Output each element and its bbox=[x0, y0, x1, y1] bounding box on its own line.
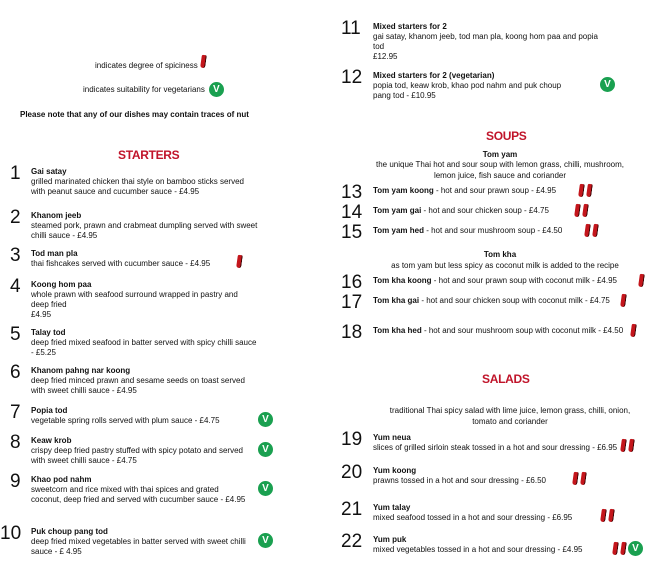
item-description: - hot and sour chicken soup - £4.75 bbox=[421, 206, 549, 215]
item-name: Tom yam hed bbox=[373, 226, 424, 235]
item-description: mixed seafood tossed in a hot and sour dressing - £6.95 bbox=[373, 513, 573, 522]
item-name: Tom yam koong bbox=[373, 186, 434, 195]
item-name: Keaw krob bbox=[31, 436, 72, 445]
item-number: 20 bbox=[341, 462, 363, 483]
item-name: Gai satay bbox=[31, 167, 67, 176]
item-name: Yum talay bbox=[373, 503, 411, 512]
item-description: - hot and sour mushroom soup with coconut milk - £4.50 bbox=[421, 326, 624, 335]
item-description: vegetable spring rolls served with plum sauce - £4.75 bbox=[31, 416, 220, 425]
item-number: 3 bbox=[10, 245, 21, 266]
chilli-icon bbox=[236, 255, 243, 269]
item-description: deep fried minced prawn and sesame seeds on toast served with sweet chilli sauce - £4.95 bbox=[31, 376, 245, 395]
item-icons bbox=[236, 255, 242, 268]
menu-item bbox=[373, 503, 623, 523]
chilli-icon bbox=[584, 224, 591, 238]
item-icons bbox=[638, 274, 644, 287]
item-icons bbox=[600, 77, 615, 92]
item-number: 7 bbox=[10, 402, 21, 423]
item-number: 17 bbox=[341, 292, 363, 313]
menu-item bbox=[31, 475, 251, 505]
menu-item bbox=[31, 328, 261, 358]
menu-item bbox=[31, 167, 256, 197]
item-icons bbox=[572, 472, 586, 485]
menu-item bbox=[373, 276, 643, 286]
menu-item bbox=[373, 71, 578, 101]
vegetarian-icon: V bbox=[258, 481, 273, 496]
item-name: Mixed starters for 2 (vegetarian) bbox=[373, 71, 495, 80]
item-price: £12.95 bbox=[373, 52, 398, 61]
vegetarian-icon: V bbox=[600, 77, 615, 92]
nut-warning: Please note that any of our dishes may contain traces of nut bbox=[20, 110, 249, 119]
item-description: steamed pork, prawn and crabmeat dumpling served with sweet chilli sauce - £4.95 bbox=[31, 221, 258, 240]
item-description: prawns tossed in a hot and sour dressing - £6.50 bbox=[373, 476, 546, 485]
item-number: 22 bbox=[341, 531, 363, 552]
chilli-icon bbox=[612, 542, 619, 556]
item-number: 8 bbox=[10, 432, 21, 453]
item-description: deep fried mixed seafood in batter served with spicy chilli sauce - £5.25 bbox=[31, 338, 257, 357]
item-name: Yum neua bbox=[373, 433, 411, 442]
menu-item bbox=[31, 211, 271, 241]
chilli-icon bbox=[638, 274, 645, 288]
menu-item bbox=[31, 366, 261, 396]
legend-spicy bbox=[95, 55, 206, 70]
item-description: - hot and sour prawn soup with coconut milk - £4.95 bbox=[431, 276, 617, 285]
menu-item bbox=[373, 296, 638, 306]
item-number: 6 bbox=[10, 362, 21, 383]
item-name: Popia tod bbox=[31, 406, 68, 415]
item-number: 15 bbox=[341, 222, 363, 243]
item-number: 21 bbox=[341, 499, 363, 520]
chilli-icon bbox=[620, 439, 627, 453]
chilli-icon bbox=[582, 204, 589, 218]
menu-item bbox=[31, 436, 251, 466]
menu-item bbox=[373, 22, 608, 62]
tom-yam-heading: Tom yam bbox=[482, 150, 518, 159]
item-number: 12 bbox=[341, 67, 363, 88]
item-number: 14 bbox=[341, 202, 363, 223]
item-description: gai satay, khanom jeeb, tod man pla, koong hom paa and popia tod bbox=[373, 32, 598, 51]
chilli-icon bbox=[200, 55, 207, 69]
tom-kha-heading: Tom kha bbox=[483, 250, 517, 259]
item-number: 1 bbox=[10, 163, 21, 184]
item-icons bbox=[258, 481, 273, 496]
chilli-icon bbox=[620, 542, 627, 556]
menu-item bbox=[31, 406, 241, 426]
item-name: Khanom jeeb bbox=[31, 211, 82, 220]
item-description: slices of grilled sirloin steak tossed in a hot and sour dressing - £6.95 bbox=[373, 443, 618, 452]
chilli-icon bbox=[572, 472, 579, 486]
vegetarian-icon: V bbox=[258, 533, 273, 548]
heading-soups: SOUPS bbox=[486, 129, 527, 143]
item-icons bbox=[620, 294, 626, 307]
item-name: Tom kha gai bbox=[373, 296, 420, 305]
item-name: Khanom pahng nar koong bbox=[31, 366, 131, 375]
item-name: Talay tod bbox=[31, 328, 66, 337]
item-number: 11 bbox=[341, 18, 361, 39]
menu-item bbox=[31, 249, 241, 269]
chilli-icon bbox=[628, 439, 635, 453]
menu-item bbox=[31, 280, 251, 320]
tom-yam-description: the unique Thai hot and sour soup with lemon grass, chilli, mushroom, lemon juice, fish sauce and coriander bbox=[376, 160, 624, 180]
item-description: whole prawn with seafood surround wrapped in pastry and deep fried bbox=[31, 290, 238, 309]
item-name: Yum puk bbox=[373, 535, 407, 544]
item-description: popia tod, keaw krob, khao pod nahm and puk choup pang tod - £10.95 bbox=[373, 81, 562, 100]
item-icons bbox=[584, 224, 598, 237]
item-description: sweetcorn and rice mixed with thai spices and grated coconut, deep fried and served with cucumber sauce - £4.95 bbox=[31, 485, 246, 504]
vegetarian-icon: V bbox=[628, 541, 643, 556]
item-icons bbox=[258, 412, 273, 427]
item-description: - hot and sour prawn soup - £4.95 bbox=[433, 186, 557, 195]
item-description: grilled marinated chicken thai style on bamboo sticks served with peanut sauce and cucumber sauce - £4.95 bbox=[31, 177, 244, 196]
item-name: Mixed starters for 2 bbox=[373, 22, 447, 31]
legend-spicy-text: indicates degree of spiciness bbox=[95, 61, 198, 70]
item-price: £4.95 bbox=[31, 310, 52, 319]
item-icons bbox=[574, 204, 588, 217]
item-number: 4 bbox=[10, 276, 21, 297]
item-number: 18 bbox=[341, 322, 363, 343]
vegetarian-icon: V bbox=[258, 412, 273, 427]
item-description: crispy deep fried pastry stuffed with spicy potato and served with sweet chilli sauce - £4.75 bbox=[31, 446, 243, 465]
item-number: 19 bbox=[341, 429, 363, 450]
menu-item bbox=[373, 535, 633, 555]
item-icons bbox=[620, 439, 634, 452]
vegetarian-icon: V bbox=[258, 442, 273, 457]
item-icons bbox=[600, 509, 614, 522]
chilli-icon bbox=[600, 509, 607, 523]
item-name: Koong hom paa bbox=[31, 280, 92, 289]
item-icons bbox=[630, 324, 636, 337]
item-name: Khao pod nahm bbox=[31, 475, 92, 484]
item-name: Yum koong bbox=[373, 466, 417, 475]
item-number: 13 bbox=[341, 182, 363, 203]
heading-salads: SALADS bbox=[482, 372, 530, 386]
item-icons bbox=[258, 533, 273, 548]
item-number: 16 bbox=[341, 272, 363, 293]
item-number: 10 bbox=[0, 523, 22, 544]
item-icons bbox=[578, 184, 592, 197]
chilli-icon bbox=[580, 472, 587, 486]
chilli-icon bbox=[586, 184, 593, 198]
item-name: Tom yam gai bbox=[373, 206, 422, 215]
chilli-icon bbox=[578, 184, 585, 198]
item-icons bbox=[258, 442, 273, 457]
menu-item bbox=[373, 433, 628, 453]
menu-item bbox=[31, 527, 261, 557]
item-name: Tom kha koong bbox=[373, 276, 432, 285]
menu-item bbox=[373, 326, 638, 336]
item-description: mixed vegetables tossed in a hot and sour dressing - £4.95 bbox=[373, 545, 583, 554]
item-icons bbox=[612, 541, 643, 556]
chilli-icon bbox=[620, 294, 627, 308]
item-description: - hot and sour mushroom soup - £4.50 bbox=[423, 226, 563, 235]
legend-veg bbox=[83, 82, 224, 97]
heading-starters: STARTERS bbox=[118, 148, 180, 162]
legend-veg-text: indicates suitability for vegetarians bbox=[83, 85, 205, 94]
item-number: 9 bbox=[10, 471, 21, 492]
item-name: Tom kha hed bbox=[373, 326, 422, 335]
chilli-icon bbox=[574, 204, 581, 218]
item-name: Tod man pla bbox=[31, 249, 78, 258]
vegetarian-icon: V bbox=[209, 82, 224, 97]
salads-description: traditional Thai spicy salad with lime juice, lemon grass, chilli, onion, tomato and coriander bbox=[389, 406, 631, 426]
item-name: Puk choup pang tod bbox=[31, 527, 108, 536]
chilli-icon bbox=[630, 324, 637, 338]
item-description: - hot and sour chicken soup with coconut milk - £4.75 bbox=[419, 296, 610, 305]
chilli-icon bbox=[608, 509, 615, 523]
item-number: 5 bbox=[10, 324, 21, 345]
chilli-icon bbox=[592, 224, 599, 238]
item-description: thai fishcakes served with cucumber sauce - £4.95 bbox=[31, 259, 211, 268]
item-description: deep fried mixed vegetables in batter served with sweet chilli sauce - £ 4.95 bbox=[31, 537, 246, 556]
tom-kha-description: as tom yam but less spicy as coconut milk is added to the recipe bbox=[391, 261, 619, 270]
item-number: 2 bbox=[10, 207, 21, 228]
